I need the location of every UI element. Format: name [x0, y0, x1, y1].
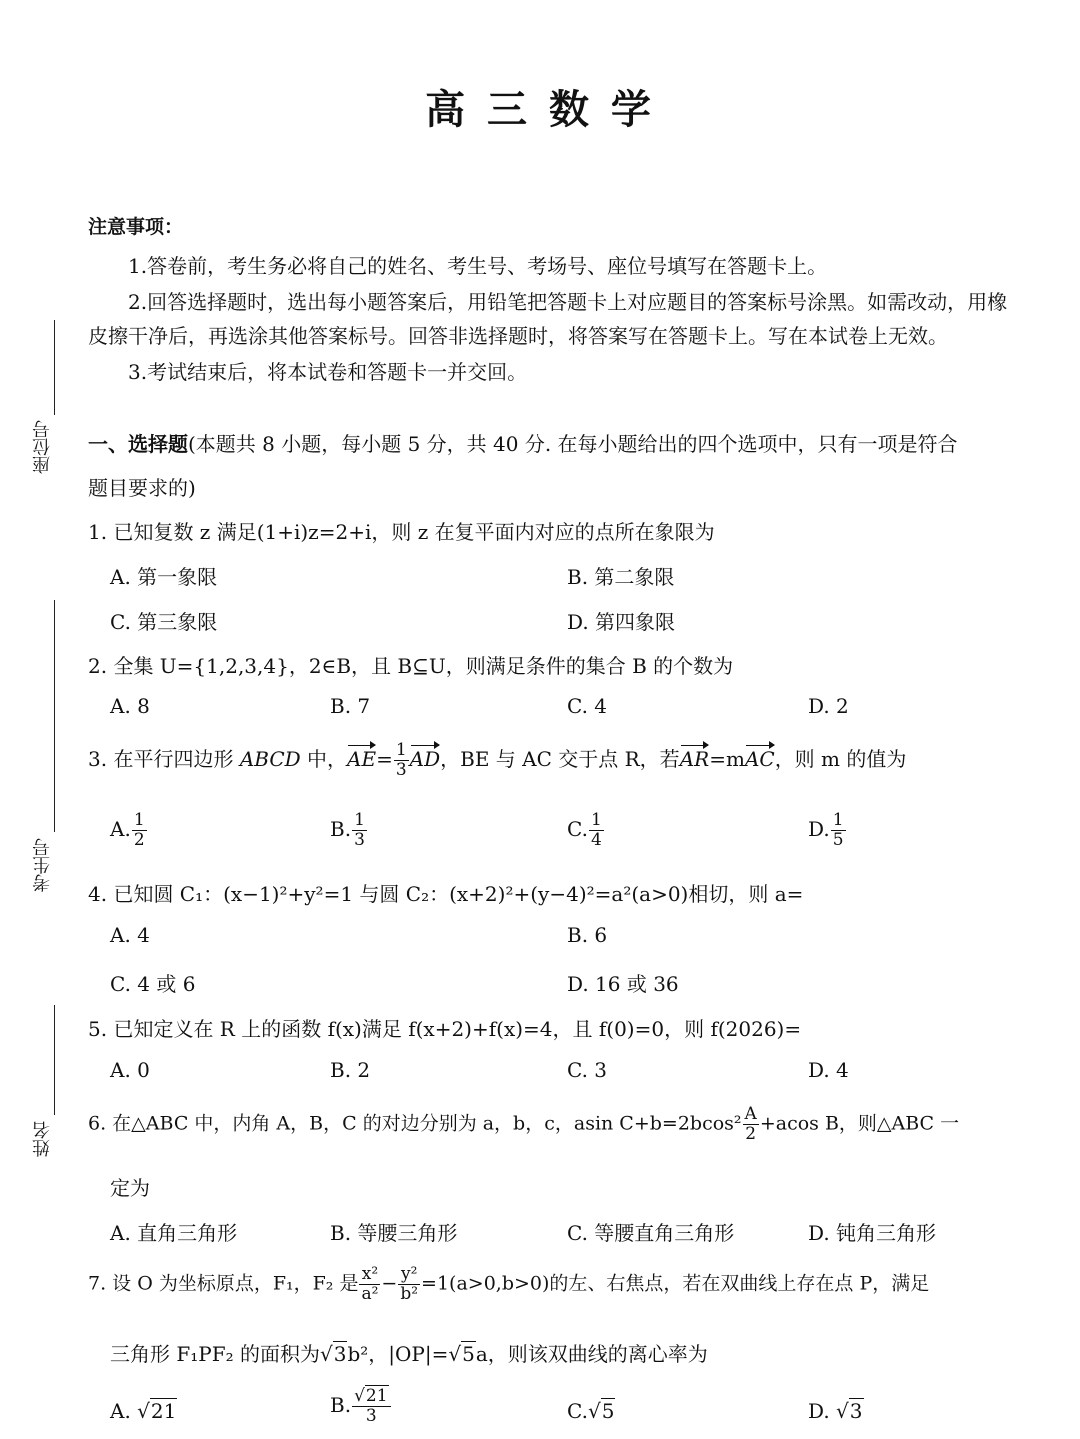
- option-fraction: [352, 1388, 390, 1425]
- notice-item: 2.回答选择题时，选出每小题答案后，用铅笔把答题卡上对应题目的答案标号涂黑。如需改动，用橡: [128, 290, 1008, 314]
- text: −: [381, 1272, 398, 1295]
- denominator: b²: [400, 1284, 419, 1304]
- fraction-a-over-2: [743, 1106, 759, 1143]
- question-5-option-c: C. 3: [567, 1058, 608, 1082]
- question-4-stem: 4. 已知圆 C₁：(x−1)²+y²=1 与圆 C₂：(x+2)²+(y−4)²=a²(a>0)相切，则 a=: [88, 882, 804, 906]
- sqrt-5: √5: [448, 1342, 475, 1366]
- question-6-option-a: A. 直角三角形: [110, 1221, 238, 1245]
- sqrt-5: √5: [587, 1399, 615, 1423]
- option-letter: C.: [567, 817, 588, 841]
- denominator: 3: [354, 830, 365, 850]
- text: 中，: [307, 747, 348, 771]
- text: 6. 在△ABC 中，内角 A，B，C 的对边分别为 a，b，c，asin C+b=2bcos²: [88, 1112, 742, 1135]
- page-title: 高 三 数 学: [425, 86, 655, 133]
- text: ，BE 与 AC 交于点 R，若: [440, 747, 680, 771]
- text: ，则 m 的值为: [774, 747, 907, 771]
- numerator: 1: [354, 810, 365, 830]
- side-line: [54, 320, 55, 415]
- text: +acos B，则△ABC 一: [759, 1112, 960, 1135]
- question-2-option-a: A. 8: [110, 694, 150, 718]
- question-7-option-d: [808, 1399, 864, 1423]
- numerator: 1: [832, 810, 844, 830]
- question-3-option-b: [330, 812, 368, 849]
- option-fraction: [132, 812, 147, 849]
- side-label-name: 姓名: [32, 1121, 53, 1157]
- question-7-option-a: [110, 1399, 177, 1423]
- question-4-option-d: D. 16 或 36: [567, 972, 679, 996]
- radicand: 5: [462, 1342, 475, 1366]
- question-2-option-c: C. 4: [567, 694, 608, 718]
- question-7-stem: [88, 1266, 929, 1303]
- text: =m: [709, 747, 745, 771]
- question-3-stem: [88, 742, 906, 779]
- fraction-x2-over-a2: [359, 1266, 380, 1303]
- side-field-exam-id: [30, 600, 60, 900]
- denominator: 3: [365, 1406, 377, 1426]
- side-line: [54, 1005, 55, 1115]
- vector-ae: AE: [347, 747, 377, 771]
- side-line: [54, 600, 55, 832]
- numerator: y²: [398, 1266, 420, 1285]
- option-letter: B.: [330, 817, 352, 841]
- radicand: 3: [333, 1342, 347, 1366]
- radicand: 21: [150, 1399, 177, 1423]
- question-6-stem-cont: 定为: [110, 1176, 150, 1200]
- sqrt-3: √3: [319, 1342, 347, 1366]
- question-5-option-d: D. 4: [808, 1058, 849, 1082]
- denominator: 3: [395, 760, 407, 780]
- question-6-option-d: D. 钝角三角形: [808, 1221, 937, 1245]
- sqrt-21: √21: [354, 1386, 388, 1406]
- question-3-option-c: [567, 812, 605, 849]
- option-fraction: [589, 812, 604, 849]
- question-5-stem: 5. 已知定义在 R 上的函数 f(x)满足 f(x+2)+f(x)=4，且 f(0)=0，则 f(2026)=: [88, 1017, 802, 1041]
- denominator: 2: [133, 830, 145, 850]
- question-4-option-c: C. 4 或 6: [110, 972, 196, 996]
- question-2-option-d: D. 2: [808, 694, 849, 718]
- question-1-option-c: C. 第三象限: [110, 610, 218, 634]
- option-fraction: [831, 812, 846, 849]
- question-number: 3.: [88, 747, 108, 771]
- question-3-option-a: [110, 812, 148, 849]
- question-1-option-b: B. 第二象限: [567, 565, 675, 589]
- text: 在平行四边形: [113, 747, 234, 771]
- question-7-stem-cont: [110, 1338, 708, 1367]
- question-1-stem: 1. 已知复数 z 满足(1+i)z=2+i，则 z 在复平面内对应的点所在象限为: [88, 520, 715, 544]
- option-letter: D.: [808, 817, 830, 841]
- question-6-option-b: B. 等腰三角形: [330, 1221, 458, 1245]
- question-7-option-c: [567, 1399, 615, 1423]
- option-letter: B.: [330, 1393, 352, 1417]
- text: 7. 设 O 为坐标原点，F₁，F₂ 是: [88, 1272, 359, 1295]
- section-heading: [88, 428, 958, 457]
- notice-item: 1.答卷前，考生务必将自己的姓名、考生号、考场号、座位号填写在答题卡上。: [128, 254, 828, 278]
- sqrt-3: √3: [836, 1399, 863, 1423]
- notice-item: 皮擦干净后，再选涂其他答案标号。回答非选择题时，将答案写在答题卡上。写在本试卷上无效。: [88, 324, 948, 348]
- option-letter: A.: [110, 1399, 131, 1423]
- denominator: 5: [832, 830, 844, 850]
- vector-ac: AC: [744, 747, 775, 771]
- question-6-stem: [88, 1106, 959, 1143]
- text: =1(a>0,b>0)的左、右焦点，若在双曲线上存在点 P，满足: [421, 1272, 930, 1295]
- notice-item: 3.考试结束后，将本试卷和答题卡一并交回。: [128, 360, 528, 384]
- question-5-option-a: A. 0: [110, 1058, 150, 1082]
- question-7-option-b: [330, 1388, 392, 1425]
- radicand: 5: [601, 1399, 615, 1423]
- side-label-exam-id: 考生号: [32, 838, 53, 892]
- numerator: A: [744, 1104, 757, 1124]
- notice-heading: 注意事项：: [88, 216, 184, 238]
- numerator: x²: [359, 1266, 380, 1285]
- text: b²，|OP|=: [347, 1342, 449, 1366]
- text: a，则该双曲线的离心率为: [475, 1342, 708, 1366]
- sqrt-21: √21: [137, 1399, 177, 1423]
- option-fraction: [352, 812, 367, 849]
- vector-ad: AD: [409, 747, 441, 771]
- text: 三角形 F₁PF₂ 的面积为: [110, 1342, 320, 1366]
- radicand: 3: [849, 1399, 863, 1423]
- option-letter: C.: [567, 1399, 588, 1423]
- fraction-one-third: [394, 742, 409, 779]
- denominator: 2: [745, 1124, 757, 1144]
- question-3-option-d: [808, 812, 847, 849]
- section-description-cont: 题目要求的): [88, 476, 196, 500]
- question-4-option-a: A. 4: [110, 923, 150, 947]
- denominator: a²: [361, 1284, 379, 1304]
- vector-ar: AR: [679, 747, 710, 771]
- fraction-y2-over-b2: [398, 1266, 420, 1303]
- side-field-name: [30, 1005, 60, 1165]
- question-4-option-b: B. 6: [567, 923, 608, 947]
- question-2-option-b: B. 7: [330, 694, 371, 718]
- denominator: 4: [590, 830, 602, 850]
- section-description: (本题共 8 小题，每小题 5 分，共 40 分. 在每小题给出的四个选项中，只有一项是符合: [188, 432, 958, 456]
- question-6-option-c: C. 等腰直角三角形: [567, 1221, 735, 1245]
- section-title: 一、选择题: [88, 432, 188, 456]
- numerator: 1: [133, 810, 145, 830]
- side-label-seat: 座位号: [32, 420, 53, 474]
- option-letter: D.: [808, 1399, 830, 1423]
- numerator: 1: [395, 740, 407, 760]
- option-letter: A.: [110, 817, 131, 841]
- question-1-option-a: A. 第一象限: [110, 565, 218, 589]
- side-field-seat: [30, 320, 60, 490]
- text: =: [376, 747, 393, 771]
- question-2-stem: 2. 全集 U={1,2,3,4}，2∈B，且 B⊆U，则满足条件的集合 B 的个数为: [88, 654, 734, 678]
- question-1-option-d: D. 第四象限: [567, 610, 676, 634]
- numerator: [352, 1388, 390, 1407]
- math-var: ABCD: [239, 747, 301, 771]
- radicand: 21: [365, 1386, 388, 1406]
- question-5-option-b: B. 2: [330, 1058, 371, 1082]
- numerator: 1: [590, 810, 602, 830]
